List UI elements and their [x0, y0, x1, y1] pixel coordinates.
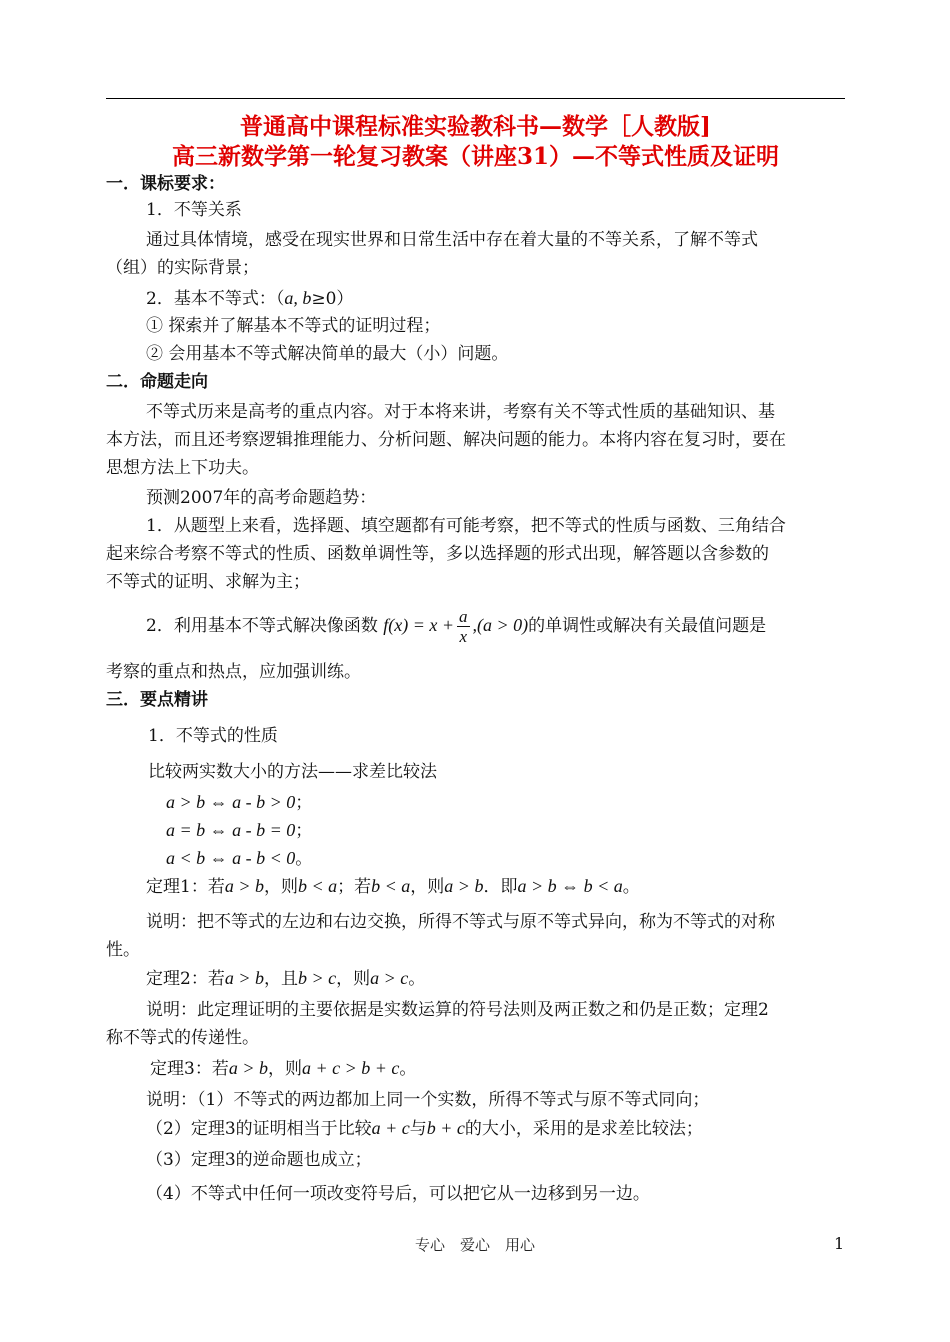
- theorem-2-m3: a > c: [370, 968, 409, 988]
- s2-p1c: 思想方法上下功夫。: [106, 458, 259, 478]
- theorem-2-t1: ，且: [263, 969, 298, 989]
- note-3-3: （3）定理3的逆命题也成立；: [146, 1150, 372, 1170]
- theorem-2-t2: ，则: [336, 969, 371, 989]
- note-3-2-pre: （2）定理3的证明相当于比较: [146, 1119, 372, 1139]
- s1-p3-tail: ≥0）: [311, 289, 354, 309]
- theorem-2-m1: a > b: [224, 968, 264, 988]
- theorem-1-t3: ，则: [410, 877, 445, 897]
- theorem-1-label: 定理1：若: [146, 877, 225, 897]
- theorem-1-t5: 。: [622, 877, 640, 897]
- s1-p2a: 通过具体情境，感受在现实世界和日常生活中存在着大量的不等关系，了解不等式: [146, 230, 758, 250]
- document-title-line1: 普通高中课程标准实验教科书—数学［人教版]: [240, 113, 711, 140]
- s1-p3: [146, 288, 353, 309]
- function-lhs: (x) = x +: [388, 615, 455, 635]
- theorem-2-label: 定理2：若: [146, 969, 225, 989]
- s3-p2: 比较两实数大小的方法——求差比较法: [148, 762, 437, 782]
- equation-greater: [166, 792, 312, 813]
- s2-p1a: 不等式历来是高考的重点内容。对于本将来讲，考察有关不等式性质的基础知识、基: [146, 402, 775, 422]
- fraction-numerator: a: [459, 607, 468, 626]
- note-2b: 称不等式的传递性。: [106, 1028, 259, 1048]
- theorem-2-t3: 。: [408, 969, 426, 989]
- function-condition: ,(a > 0): [472, 615, 529, 635]
- page-footer: 专心 爱心 用心: [414, 1236, 535, 1254]
- equation-greater-sep: ；: [295, 793, 313, 813]
- note-3-2-m2: b + c: [426, 1118, 465, 1138]
- theorem-1-m3: b < a: [371, 876, 411, 896]
- s1-p4: ① 探索并了解基本不等式的证明过程；: [146, 316, 441, 336]
- section2-heading: 二．命题走向: [106, 372, 208, 392]
- theorem-1-t2: ；若: [337, 877, 372, 897]
- s2-p1b: 本方法，而且还考察逻辑推理能力、分析问题、解决问题的能力。本将内容在复习时，要在: [106, 430, 786, 450]
- equation-greater-math: a > b ⇔ a - b > 0: [166, 792, 296, 812]
- page-number: 1: [834, 1234, 845, 1253]
- theorem-1-m5: a > b ⇔ b < a: [517, 876, 623, 896]
- note-3-2-mid: 与: [409, 1119, 427, 1139]
- equation-less-math: a < b ⇔ a - b < 0: [166, 848, 296, 868]
- theorem-1-m4: a > b: [444, 876, 484, 896]
- document-title-line2: 高三新数学第一轮复习教案（讲座31）—不等式性质及证明: [171, 143, 779, 170]
- s2-p3a: 1．从题型上来看，选择题、填空题都有可能考察，把不等式的性质与函数、三角结合: [146, 516, 786, 536]
- theorem-1-t1: ，则: [263, 877, 298, 897]
- note-3-1: 说明：（1）不等式的两边都加上同一个实数，所得不等式与原不等式同向；: [146, 1090, 710, 1110]
- s2-p4-post: 的单调性或解决有关最值问题是: [528, 616, 767, 636]
- s1-p1: 1．不等关系: [146, 200, 242, 220]
- s1-p5: ② 会用基本不等式解决简单的最大（小）问题。: [146, 344, 509, 364]
- note-3-2: [146, 1118, 703, 1139]
- theorem-3-m2: a + c > b + c: [301, 1058, 400, 1078]
- fraction-denominator: x: [459, 627, 468, 646]
- s2-p4b: 考察的重点和热点，应加强训练。: [106, 662, 361, 682]
- fraction-a-over-x: [457, 607, 470, 646]
- note-1b: 性。: [106, 940, 140, 960]
- theorem-3-t1: ，则: [267, 1059, 302, 1079]
- note-1a: 说明：把不等式的左边和右边交换，所得不等式与原不等式异向，称为不等式的对称: [146, 912, 775, 932]
- s1-p2b: （组）的实际背景；: [106, 258, 259, 278]
- theorem-2: [146, 968, 425, 989]
- s2-p4: [146, 605, 766, 646]
- note-3-2-post: 的大小，采用的是求差比较法；: [464, 1119, 703, 1139]
- equation-equal: [166, 820, 312, 841]
- theorem-3-label: 定理3：若: [150, 1059, 229, 1079]
- equation-equal-sep: ；: [295, 821, 313, 841]
- header-rule: [106, 98, 845, 99]
- theorem-1-m2: b < a: [297, 876, 338, 896]
- theorem-1-m1: a > b: [224, 876, 264, 896]
- function-f: f: [383, 615, 389, 635]
- theorem-2-m2: b > c: [297, 968, 337, 988]
- note-2a: 说明：此定理证明的主要依据是实数运算的符号法则及两正数之和仍是正数；定理2: [146, 1000, 769, 1020]
- equation-less-sep: 。: [295, 849, 313, 869]
- theorem-3: [150, 1058, 416, 1079]
- s2-p3c: 不等式的证明、求解为主；: [106, 572, 310, 592]
- theorem-3-m1: a > b: [228, 1058, 268, 1078]
- note-3-2-m1: a + c: [371, 1118, 410, 1138]
- s1-p3-vars: a, b: [284, 288, 312, 308]
- theorem-3-t2: 。: [399, 1059, 417, 1079]
- s2-p2: 预测2007年的高考命题趋势：: [146, 488, 377, 508]
- note-3-4: （4）不等式中任何一项改变符号后，可以把它从一边移到另一边。: [146, 1184, 650, 1204]
- s3-p1: 1．不等式的性质: [148, 726, 278, 746]
- section1-heading: 一．课标要求：: [106, 174, 225, 194]
- section3-heading: 三．要点精讲: [106, 690, 208, 710]
- s2-p4-pre: 2．利用基本不等式解决像函数: [146, 616, 378, 636]
- s2-p3b: 起来综合考察不等式的性质、函数单调性等，多以选择题的形式出现，解答题以含参数的: [106, 544, 769, 564]
- theorem-1: [146, 876, 640, 897]
- equation-less: [166, 848, 312, 869]
- s1-p3-text: 2．基本不等式：（: [146, 289, 285, 309]
- theorem-1-t4: ．即: [483, 877, 518, 897]
- equation-equal-math: a = b ⇔ a - b = 0: [166, 820, 296, 840]
